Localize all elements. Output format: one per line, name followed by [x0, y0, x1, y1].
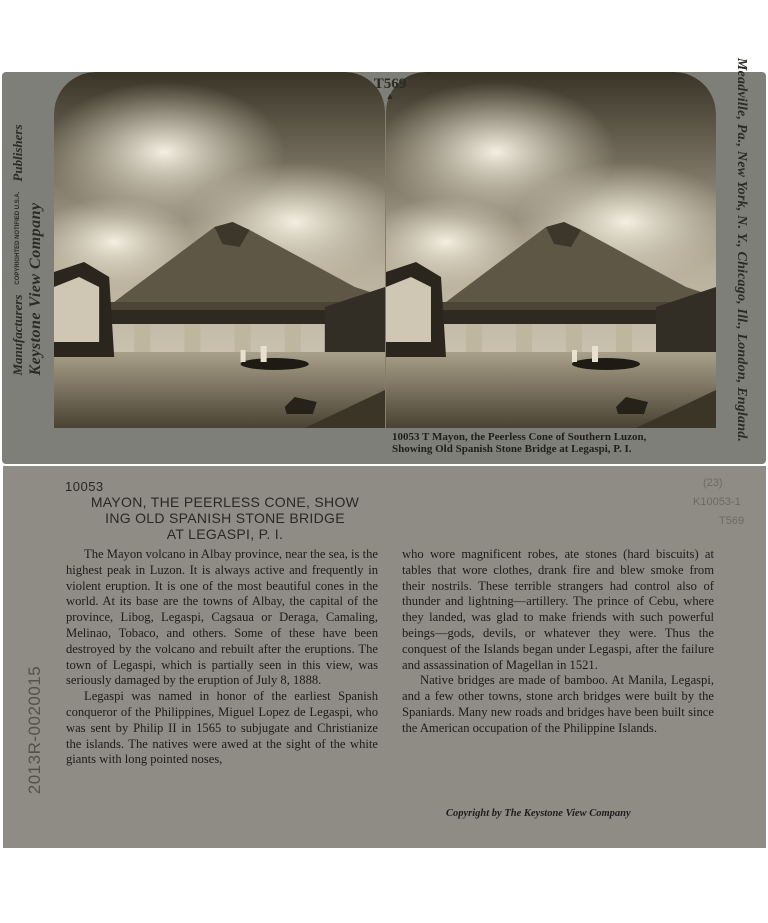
description-paragraph: who wore magnificent robes, ate stones (hard biscuits) at tables that wore clothes, drank fire and blew smoke from their nostrils. These terrible strangers had control also of thunder and lightning—artillery. The prince of Cebu, where they landed, was glad to make friends with such powerful beings—gods, devils, or whatever they were. Thus the conquest of the Islands began under Legaspi, after the failure and assassination of Magellan in 1521.: [402, 547, 714, 672]
copyright-line: Copyright by The Keystone View Company: [446, 808, 631, 819]
handwritten-note: K10053-1: [693, 496, 741, 508]
description-column-right: [402, 547, 714, 737]
plate-number: [365, 76, 415, 104]
mayon-volcano-photo: [54, 72, 385, 428]
publisher-cities: Meadville, Pa., New York, N. Y., Chicago, Ill., London, England.: [734, 57, 749, 443]
copyright-notice-small: COPYRIGHTED NOTIFIED U.S.A.: [14, 191, 21, 285]
plate-mark-icon: ▲: [385, 91, 395, 101]
manufacturers-label: Manufacturers: [10, 294, 25, 376]
publishers-label: Publishers: [10, 124, 25, 182]
front-caption-line-2: Showing Old Spanish Stone Bridge at Legaspi, P. I.: [392, 443, 632, 455]
back-title-block: [65, 479, 385, 542]
handwritten-note: 2013R-0020015: [25, 665, 44, 795]
front-caption: [392, 431, 732, 455]
stereo-photo-right: [386, 72, 716, 428]
description-paragraph: Legaspi was named in honor of the earliest Spanish conqueror of the Philippines, Miguel Lopez de Legaspi, who was sent by Philip II in 1565 to subjugate and Christianize the islands. The natives were awed at the sight of the white giants with long pointed noses,: [66, 689, 378, 767]
description-paragraph: Native bridges are made of bamboo. At Manila, Legaspi, and a few other towns, stone arch bridges were built by the Spaniards. Many new roads and bridges have been built since the American occupation of the Philippine Islands.: [402, 673, 714, 735]
publisher-imprint-left: [4, 80, 50, 420]
front-caption-line-1: 10053 T Mayon, the Peerless Cone of Southern Luzon,: [392, 431, 647, 443]
card-title-line-1: MAYON, THE PEERLESS CONE, SHOW: [90, 494, 360, 510]
publisher-imprint-right: [718, 57, 764, 443]
handwritten-note: T569: [719, 515, 745, 527]
stereoview-card-front: [2, 57, 766, 464]
handwritten-catalog-number: [22, 650, 48, 810]
mayon-volcano-photo: [386, 72, 716, 428]
description-column-left: [66, 547, 378, 768]
card-title-line-3: AT LEGASPI, P. I.: [166, 526, 284, 542]
plate-code: T569: [373, 76, 407, 92]
stereo-photo-left: [54, 72, 385, 428]
card-title: [65, 494, 385, 542]
keystone-brand: Keystone View Company: [27, 202, 44, 376]
card-number: 10053: [65, 479, 104, 494]
card-title-line-2: ING OLD SPANISH STONE BRIDGE: [105, 510, 345, 526]
description-paragraph: The Mayon volcano in Albay province, near the sea, is the highest peak in Luzon. It is always active and frequently in violent eruption. It is one of the most beautiful cones in the world. At its base are the towns of Albay, the capital of the province, Libog, Legaspi, Cagsaua or Deraga, Camaling, Melinao, Tobaco, and others. Some of these have been destroyed by the volcano and rebuilt after the eruptions. The town of Legaspi, which is partially seen in this view, was seriously damaged by the eruption of July 8, 1888.: [66, 547, 378, 688]
handwritten-note: (23): [703, 477, 723, 489]
handwritten-notes-right: [693, 474, 755, 531]
